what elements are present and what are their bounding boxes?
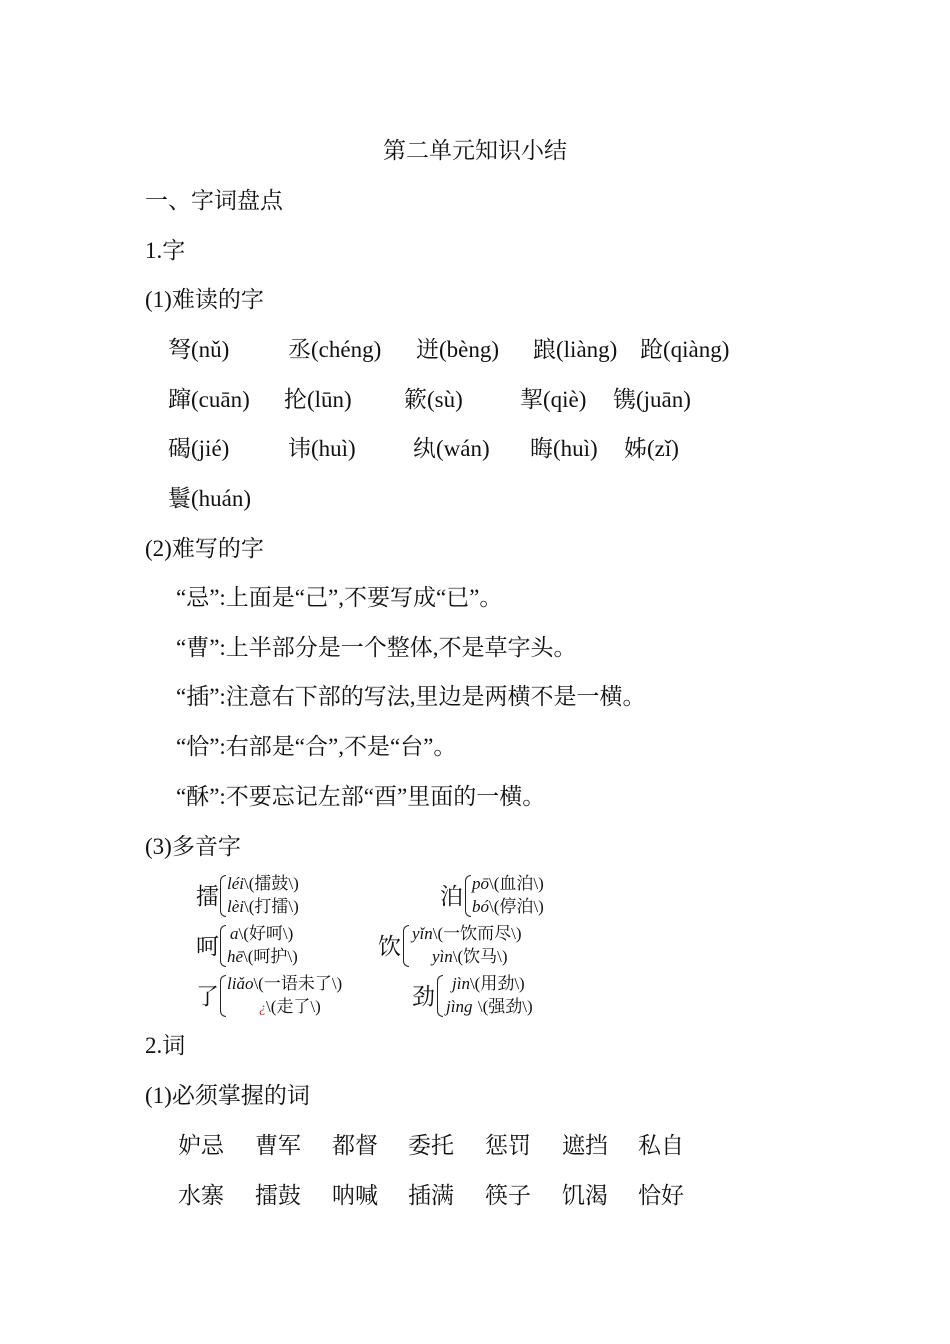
word-item: 曹军 [255,1133,301,1159]
example-word: \(好呵\) [238,924,294,943]
pinyin: jìn [452,974,470,993]
pinyin-item: 跄(qiàng) [640,337,730,362]
pinyin: bó [472,897,489,916]
brace-shape [437,975,443,1017]
pinyin: jìng [446,997,473,1016]
polyphonic-char: 了 [196,984,219,1010]
word-item: 遮挡 [562,1133,608,1159]
pinyin: lèi [227,897,244,916]
pinyin-item: 姊(zǐ) [624,436,679,461]
pinyin-item: 纨(wán) [413,436,490,461]
pinyin-item: 抡(lūn) [284,387,352,412]
pinyin-item: 踉(liàng) [533,337,618,362]
word-item: 插满 [408,1183,454,1209]
brace-shape [465,875,471,917]
pinyin-item: 讳(huì) [288,436,356,461]
example-word: \(一语未了\) [253,974,343,993]
word-item: 饥渴 [562,1183,608,1209]
polyphonic-block [412,973,592,1021]
heading-must-master: (1)必须掌握的词 [145,1083,310,1108]
brace-shape [220,875,226,917]
example-word: \(血泊\) [489,874,544,893]
pinyin: yìn [432,947,453,966]
pinyin: yǐn [412,924,433,943]
pinyin-item: 碣(jié) [168,436,230,461]
word-item: 妒忌 [178,1133,224,1159]
pinyin-item: 蹿(cuān) [168,387,250,412]
polyphonic-char: 擂 [196,884,219,910]
writing-note: “酥”:不要忘记左部“酉”里面的一横。 [176,784,546,809]
writing-note: “忌”:上面是“己”,不要写成“已”。 [176,585,503,610]
heading-polyphonic: (3)多音字 [145,834,241,859]
example-word: \(用劲\) [469,974,525,993]
example-word: \(一饮而尽\) [432,924,522,943]
polyphonic-char: 呵 [196,934,219,960]
example-word: \(走了\) [266,997,321,1016]
pinyin-item: 晦(huì) [530,436,598,461]
polyphonic-block [378,923,578,971]
polyphonic-block [196,923,376,971]
word-item: 惩罚 [485,1133,531,1159]
heading-hard-to-read: (1)难读的字 [145,287,264,312]
example-word: \(擂鼓\) [244,874,299,893]
pinyin-item: 弩(nǔ) [168,337,230,362]
subheading-words: 2.词 [145,1033,186,1058]
example-word: \(打擂\) [244,897,299,916]
pinyin: a [230,924,239,943]
writing-note: “插”:注意右下部的写法,里边是两横不是一横。 [176,684,646,709]
polyphonic-block [196,873,376,921]
page-title: 第二单元知识小结 [383,138,567,164]
pinyin: pō [472,874,489,893]
brace-shape [220,925,226,967]
word-item: 呐喊 [332,1183,378,1209]
brace-shape [220,975,226,1017]
polyphonic-char: 泊 [440,884,463,910]
polyphonic-block [440,873,620,921]
section-heading-words: 一、字词盘点 [145,188,283,214]
pinyin-item: 镌(juān) [613,387,691,412]
word-item: 私自 [638,1133,684,1159]
word-item: 筷子 [485,1183,531,1209]
writing-note: “恰”:右部是“合”,不是“台”。 [176,734,457,759]
pinyin: liǎo [227,974,254,993]
polyphonic-block [196,973,386,1021]
word-item: 恰好 [638,1183,684,1209]
pinyin: léi [227,874,244,893]
subheading-characters: 1.字 [145,238,186,263]
word-item: 委托 [408,1133,454,1159]
example-word: \(强劲\) [477,997,533,1016]
example-word: \(停泊\) [489,897,544,916]
word-item: 都督 [332,1133,378,1159]
pinyin-item: 丞(chéng) [288,337,382,362]
pinyin-item: 迸(bèng) [416,337,500,362]
pinyin-item: 簌(sù) [404,387,463,412]
example-word: \(饮马\) [452,947,508,966]
pinyin: ¿ [259,1001,266,1016]
polyphonic-char: 劲 [412,984,435,1010]
word-item: 水寨 [178,1183,224,1209]
word-item: 擂鼓 [255,1183,301,1209]
writing-note: “曹”:上半部分是一个整体,不是草字头。 [176,635,577,660]
polyphonic-char: 饮 [378,934,401,960]
pinyin: hē [227,947,244,966]
example-word: \(呵护\) [243,947,298,966]
pinyin-item: 挈(qiè) [520,387,587,412]
heading-hard-to-write: (2)难写的字 [145,536,264,561]
brace-shape [403,925,409,967]
pinyin-item: 鬟(huán) [168,486,252,511]
